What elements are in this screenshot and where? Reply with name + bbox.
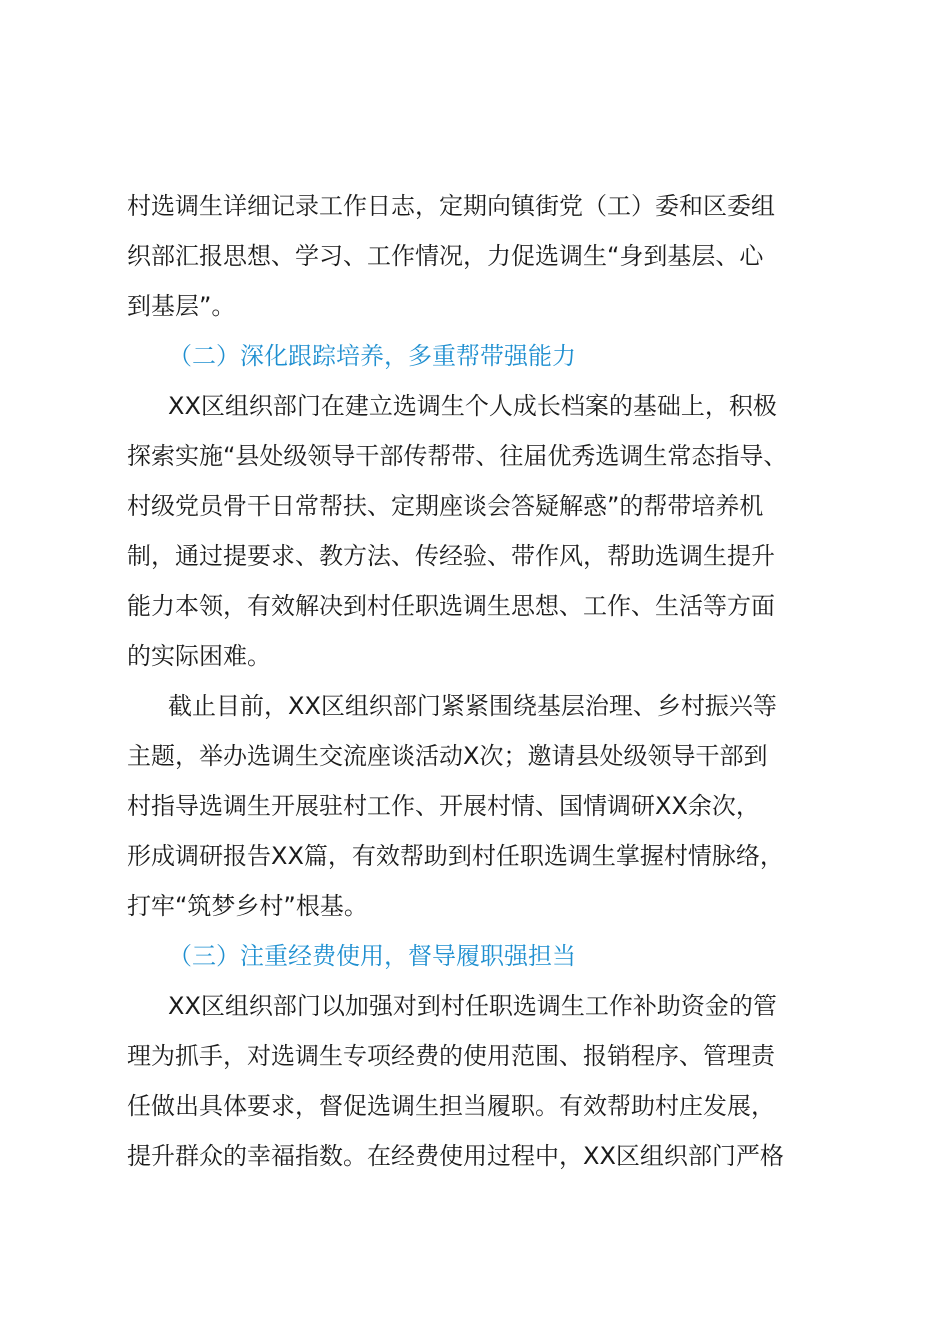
body-line: 提升群众的幸福指数。在经费使用过程中，XX区组织部门严格 [127,1142,784,1170]
body-line: 任做出具体要求，督促选调生担当履职。有效帮助村庄发展， [127,1092,775,1120]
body-line: 打牢“筑梦乡村”根基。 [127,892,368,920]
section-heading-3: （三）注重经费使用，督导履职强担当 [168,942,576,970]
body-line: 织部汇报思想、学习、工作情况，力促选调生“身到基层、心 [127,242,764,270]
body-line: 主题，举办选调生交流座谈活动X次；邀请县处级领导干部到 [127,742,768,770]
body-line: 探索实施“县处级领导干部传帮带、往届优秀选调生常态指导、 [127,442,788,470]
body-line: 村指导选调生开展驻村工作、开展村情、国情调研XX余次， [127,792,760,820]
body-line: 形成调研报告XX篇，有效帮助到村任职选调生掌握村情脉络， [127,842,784,870]
body-line: 村选调生详细记录工作日志，定期向镇街党（工）委和区委组 [127,192,775,220]
paragraph-first-line: XX区组织部门在建立选调生个人成长档案的基础上，积极 [168,392,777,420]
body-line: 制，通过提要求、教方法、传经验、带作风，帮助选调生提升 [127,542,775,570]
section-heading-2: （二）深化跟踪培养，多重帮带强能力 [168,342,576,370]
body-line: 到基层”。 [127,292,236,320]
body-line: 村级党员骨干日常帮扶、定期座谈会答疑解惑”的帮带培养机 [127,492,764,520]
body-line: 理为抓手，对选调生专项经费的使用范围、报销程序、管理责 [127,1042,775,1070]
paragraph-first-line: XX区组织部门以加强对到村任职选调生工作补助资金的管 [168,992,777,1020]
body-line: 能力本领，有效解决到村任职选调生思想、工作、生活等方面 [127,592,775,620]
paragraph-first-line: 截止目前，XX区组织部门紧紧围绕基层治理、乡村振兴等 [168,692,777,720]
body-line: 的实际困难。 [127,642,271,670]
